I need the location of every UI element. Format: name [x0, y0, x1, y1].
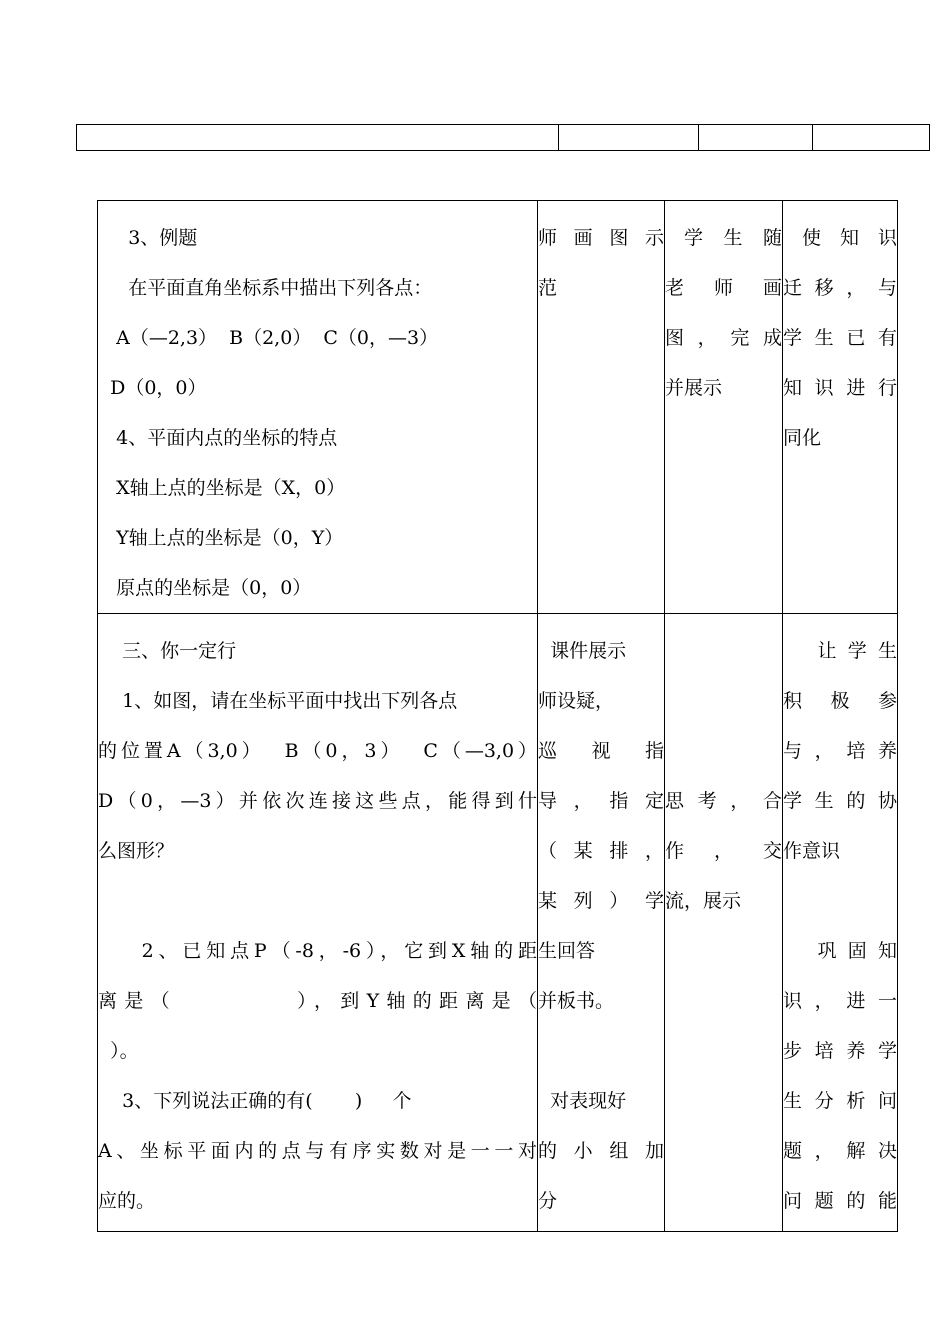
blank-line — [665, 726, 782, 776]
text-line: 让学生 — [783, 640, 897, 662]
blank-line — [665, 626, 782, 676]
text-line: 作意识 — [783, 840, 841, 862]
text-line: 范 — [538, 277, 558, 299]
text-line: 思考，合 — [665, 790, 782, 812]
text-line: 分 — [538, 1190, 558, 1212]
student-activity-cell — [665, 201, 783, 614]
text-line: D（0，—3）并依次连接这些点，能得到什 — [98, 790, 537, 812]
text-line: 3、下列说法正确的有( ) 个 — [98, 1090, 412, 1112]
student-activity-cell — [665, 614, 783, 1232]
text-line: 学生随 — [684, 227, 782, 249]
blank-line — [98, 876, 537, 926]
text-line: 知识进行 — [783, 377, 897, 399]
column-divider — [698, 125, 699, 150]
text-line: 离是（ ），到Y轴的距离是（ — [98, 990, 537, 1012]
text-line: A（—2,3） B（2,0） C（0，—3） — [98, 327, 439, 349]
lesson-plan-table — [97, 200, 898, 1232]
text-line: 应的。 — [98, 1190, 156, 1212]
blank-line — [783, 876, 897, 926]
column-divider — [812, 125, 813, 150]
text-line: 师画图示 — [538, 227, 664, 249]
text-line: Y轴上点的坐标是（0，Y） — [98, 527, 344, 549]
teacher-activity-cell — [538, 614, 665, 1232]
text-line: 4、平面内点的坐标的特点 — [98, 427, 338, 449]
design-purpose-cell — [783, 201, 898, 614]
text-line: 老师画 — [665, 277, 782, 299]
text-line: D（0，0） — [98, 377, 207, 399]
text-line: 学生已有 — [783, 327, 897, 349]
text-line: 巡视指 — [538, 740, 664, 762]
text-line: 师设疑， — [538, 690, 615, 712]
text-line: 题，解决 — [783, 1140, 897, 1162]
text-line: 与，培养 — [783, 740, 897, 762]
table-row — [98, 614, 898, 1232]
text-line: 的小组加 — [538, 1140, 664, 1162]
text-line: 使知识 — [802, 227, 897, 249]
text-line: 1、如图，请在坐标平面中找出下列各点 — [98, 690, 458, 712]
text-line: 3、例题 — [98, 227, 198, 249]
text-line: 生回答 — [538, 940, 596, 962]
text-line: 么图形？ — [98, 840, 175, 862]
text-line: 三、你一定行 — [98, 640, 237, 662]
text-line: 作，交 — [665, 840, 782, 862]
text-line: 积极参 — [783, 690, 897, 712]
column-divider — [558, 125, 559, 150]
text-line: 的位置A（3,0） B（0，3） C（—3,0） — [98, 740, 537, 762]
text-line: ）。 — [98, 1040, 139, 1062]
blank-line — [665, 676, 782, 726]
text-line: X轴上点的坐标是（X，0） — [98, 477, 346, 499]
text-line: 步培养学 — [783, 1040, 897, 1062]
blank-line — [538, 1026, 664, 1076]
table-fragment-top — [76, 124, 930, 151]
text-line: 2、已知点P（-8，-6），它到X轴的距 — [98, 940, 537, 962]
text-line: 图，完成 — [665, 327, 782, 349]
text-line: 在平面直角坐标系中描出下列各点： — [98, 277, 433, 299]
text-line: 问题的能 — [783, 1190, 897, 1212]
text-line: 识，进一 — [783, 990, 897, 1012]
content-cell — [98, 614, 538, 1232]
table-row — [98, 201, 898, 614]
text-line: 原点的坐标是（0，0） — [98, 577, 312, 599]
text-line: 对表现好 — [538, 1090, 627, 1112]
teacher-activity-cell — [538, 201, 665, 614]
text-line: 生分析问 — [783, 1090, 897, 1112]
text-line: （某排， — [538, 840, 664, 862]
text-line: 课件展示 — [538, 640, 627, 662]
text-line: 导，指定 — [538, 790, 664, 812]
text-line: 迁移，与 — [783, 277, 897, 299]
text-line: 并板书。 — [538, 990, 615, 1012]
text-line: 流，展示 — [665, 890, 742, 912]
text-line: 学生的协 — [783, 790, 897, 812]
text-line: 巩固知 — [783, 940, 897, 962]
text-line: 同化 — [783, 427, 822, 449]
text-line: A、坐标平面内的点与有序实数对是一一对 — [98, 1140, 537, 1162]
content-cell — [98, 201, 538, 614]
design-purpose-cell — [783, 614, 898, 1232]
text-line: 某列）学 — [538, 890, 664, 912]
text-line: 并展示 — [665, 377, 723, 399]
